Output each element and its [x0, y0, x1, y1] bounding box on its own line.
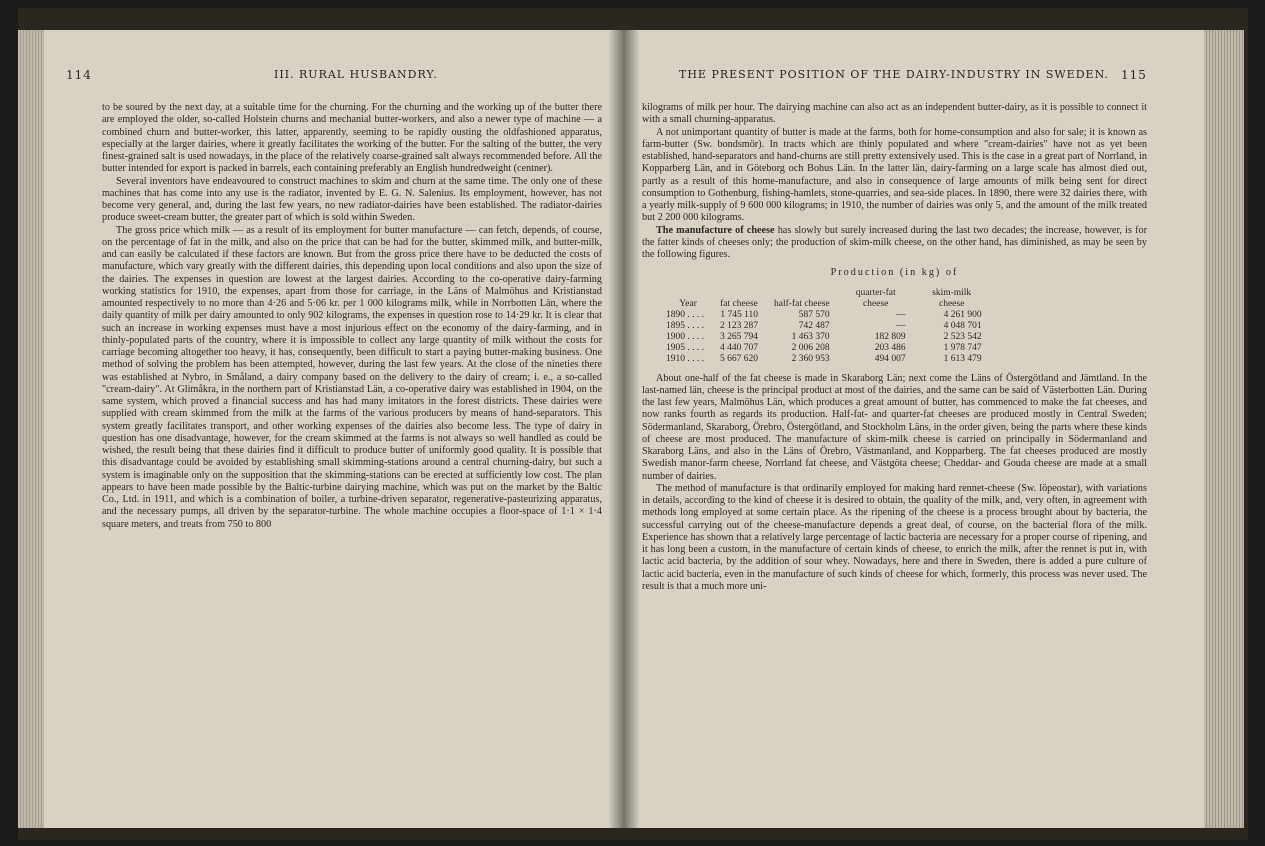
column-header: fat cheese	[720, 298, 758, 309]
paragraph	[642, 225, 1147, 262]
table-cell: 182 809	[874, 331, 906, 342]
paragraph: Several inventors have endeavoured to construct machines to skim and churn at the same time. The only one of these machines that has come into any use is the radiator, invented by E. G. N. Salenius. Its employment, however, has not become very general, and, during the last few years, no new radiator-dairies have been established. The radiator-dairies produce sweet-cream butter, the greater part of which is sold within Sweden.	[102, 175, 602, 224]
paragraph-rest: has slowly but surely increased during the last two decades; the increase, however, is for the fatter kinds of cheeses only; the production of skim-milk cheese, on the other hand, has diminished, as may be seen by the following figures.	[642, 224, 1147, 260]
table-row	[664, 343, 990, 354]
table-cell: 1910 . . . .	[666, 353, 704, 364]
right-page-edges	[1204, 30, 1244, 828]
paragraph: kilograms of milk per hour. The dairying machine can also act as an independent butter-dairy, as it is possible to connect it with a small churning-apparatus.	[642, 102, 1147, 126]
table-cell: 2 360 953	[791, 353, 830, 364]
column-header: skim-milk cheese	[932, 287, 972, 309]
table-cell: 2 523 542	[943, 331, 982, 342]
table-header-row	[664, 288, 990, 310]
table-row	[664, 332, 990, 343]
table-cell: 1 978 747	[943, 342, 982, 353]
right-body-text	[642, 102, 1147, 593]
table-cell: 3 265 794	[720, 331, 758, 342]
table-cell: 1890 . . . .	[666, 309, 704, 320]
table-row	[664, 354, 990, 365]
table-cell: 2 006 208	[791, 342, 830, 353]
book-spread	[18, 8, 1248, 840]
table-row	[664, 321, 990, 332]
paragraph: About one-half of the fat cheese is made in Skaraborg Län; next come the Läns of Östergötland and Jämtland. In the last-named län, cheese is the principal product at most of the dairies, and the same can be said of Västerbotten Län. During the last few years, Malmöhus Län, which produces a great amount of butter, has commenced to make the fat cheeses, and now ranks fourth as regards its production. Half-fat- and quarter-fat cheeses are produced mostly in Central Sweden; Södermanland, Skaraborg, Örebro, Östergötland, and Stockholm Läns, in the order given, being the parts where these kinds of cheese are most produced. The manufacture of skim-milk cheese is carried on principally in Södermanland and Skaraborg Läns, and also in the Läns of Örebro, Västmanland, and Kopparberg. The fat cheeses produced are mostly Swedish manor-farm cheese, Norrland fat cheese, and Västgöta cheese; Cheddar- and Gouda cheese are made at a small number of dairies.	[642, 372, 1147, 482]
left-page-edges	[18, 30, 44, 828]
table-cell: 494 007	[874, 353, 906, 364]
table-cell: 742 487	[798, 320, 830, 331]
left-page	[44, 30, 624, 828]
table-cell: 1900 . . . .	[666, 331, 704, 342]
cheese-production-table	[664, 288, 990, 365]
table-cell: 1905 . . . .	[666, 342, 704, 353]
table-cell: 1 613 479	[943, 353, 982, 364]
table-cell: 1 463 370	[791, 331, 830, 342]
table-cell: 4 048 701	[943, 320, 982, 331]
table-cell: 5 667 620	[720, 353, 758, 364]
left-page-number: 114	[66, 68, 92, 82]
table-cell: —	[896, 320, 906, 331]
right-page-number: 115	[1121, 68, 1147, 82]
paragraph: The gross price which milk — as a result of its employment for butter manufacture — can fetch, depends, of course, on the percentage of fat in the milk, and also on the price that can be had for the butter, skimmed milk, and butter-milk, and can easily be calculated if these factors are known. But from the gross price there have to be deducted the costs of manufacture, which vary greatly with the different dairies, this depending upon local conditions and also upon the size of the dairies. The expenses in question are lowest at the largest dairies. According to the co-operative dairy-farming working statistics for 1910, the expenses, apart from those for carriage, in the Läns of Malmöhus and Kristianstad amounted respectively to no more than 4·26 and 5·06 kr. per 1 000 kilograms milk, while in Norrbotten Län, where the daily quantity of milk per dairy amounted to only 902 kilograms, the expenses in question rose to 14·29 kr. It is clear that such an increase in working expenses must have a most injurious effect on the economy of the dairy-farming, and in thinly-populated parts of the country, where it is impossible to collect any large quantity of milk without the costs for carriage becoming altogether too heavy, it has, consequently, been difficult to start a paying butter-making business. One method of solving the problem has been attempted, however, during the last few years. At the close of the nineties there was established at Nybro, in Småland, a dairy company based on the delivery to the dairy of cream; i. e., a so-called "cream-dairy". At Glimåkra, in the northern part of Kristianstad Län, a co-operative dairy was established in 1904, on the same system, which proved a financial success and has had many imitators in the forest districts. These dairies were supplied with cream skimmed from the milk at the farms of the various producers by means of hand-separators. This system greatly facilitates transport, and other working expenses of the dairies also become less. The type of dairy in question has one disadvantage, however, for the cream skimmed at the farms is not always so well handled as could be wished, the result being that these dairies find it difficult to produce butter of uniformly good quality. It is possible that this disadvantage could be avoided by establishing small skimming-stations around a central churning-dairy, but such a system is imaginable only on the supposition that the skimming-stations can be erected at sufficiently low cost. The plan appears to have been made possible by the Baltic-turbine dairying machine, which was put on the market by the Baltic Co., Ltd. in 1911, and which is a combination of boiler, a turbine-driven separator, regenerative-pasteurizing apparatus, and the necessary pumps, all driven by the separator-turbine. The whole machine occupies a floor-space of 1·1 × 1·4 square meters, and treats from 750 to 800	[102, 224, 602, 530]
book-gutter	[608, 30, 640, 828]
table-row	[664, 310, 990, 321]
table-cell: 4 261 900	[943, 309, 982, 320]
paragraph: A not unimportant quantity of butter is made at the farms, both for home-consumption and also for sale; it is known as farm-butter (Sw. bondsmör). In tracts which are thinly populated and where "cream-dairies" have not as yet been established, hand-separators and hand-churns are still pretty extensively used. This is the case in a great part of Norrland, in Kopparberg Län, and in Göteborg och Bohus Län. In the latter län, dairy-farming on a large scale has almost died out, partly as a result of this home-manufacture, and also in consequence of large amounts of milk being sent for direct consumption to Gothenburg, fishing-hamlets, stone-quarries, and sea-side places. In 1890, there were 32 dairies there, with a yearly milk-supply of 9 600 000 kilograms; in 1910, the number of dairies was only 5, and the amount of the milk treated but 2 200 000 kilograms.	[642, 126, 1147, 224]
paragraph: to be soured by the next day, at a suitable time for the churning. For the churning and the working up of the butter there are employed the older, so-called Holstein churns and mechanial butter-workers, and also a newer type of machine — a combined churn and butter-worker, this latter, apparently, seeming to be rapidly ousting the oldfashioned apparatus, especially at the larger dairies, where it greatly facilitates the working of the butter. For the salting of the butter, the very finest-grained salt is used nowadays, in the place of the relatively coarse-grained salt always recommended before. All the butter intended for export is packed in barrels, each containing preferably an English hundredweight (centner).	[102, 102, 602, 175]
table-cell: 587 570	[798, 309, 830, 320]
table-cell: 2 123 287	[720, 320, 758, 331]
column-header: half-fat cheese	[774, 298, 830, 309]
left-body-text	[102, 102, 602, 531]
column-header: Year	[679, 298, 697, 309]
paragraph: The method of manufacture is that ordinarily employed for making hard rennet-cheese (Sw. löpeostar), with variations in details, according to the kind of cheese it is desired to obtain, the quality of the milk, and, very often, in agreement with methods long employed at some certain place. As the ripening of the cheese is a process brought about by bacteria, the successful carrying out of the cheese-manufacture depends a great deal, of course, on the bacterial flora of the milk. Experience has shown that a relatively large percentage of lactic bacteria are necessary for a proper course of ripening, and it has long been a custom, in the manufacture of certain kinds of cheese, to enrich the milk, after the rennet is put in, with lactic acid bacteria, by the addition of sour whey. Nowadays, here and there in Sweden, there is added a pure culture of lactic acid bacteria, even in the manufacture of such kinds of cheese for which, formerly, this process was never used. The result is that a much more uni-	[642, 482, 1147, 592]
table-cell: 1895 . . . .	[666, 320, 704, 331]
right-page	[624, 30, 1204, 828]
left-running-header: III. RURAL HUSBANDRY.	[274, 68, 438, 81]
column-header: quarter-fat cheese	[855, 287, 896, 309]
table-cell: 203 486	[874, 342, 906, 353]
table-cell: 1 745 110	[720, 309, 758, 320]
table-title: Production (in kg) of	[830, 267, 959, 279]
table-cell: —	[896, 309, 906, 320]
right-running-header: THE PRESENT POSITION OF THE DAIRY-INDUSTRY IN SWEDEN.	[679, 68, 1109, 81]
bold-phrase: The manufacture of cheese	[656, 224, 775, 236]
table-cell: 4 440 707	[720, 342, 758, 353]
